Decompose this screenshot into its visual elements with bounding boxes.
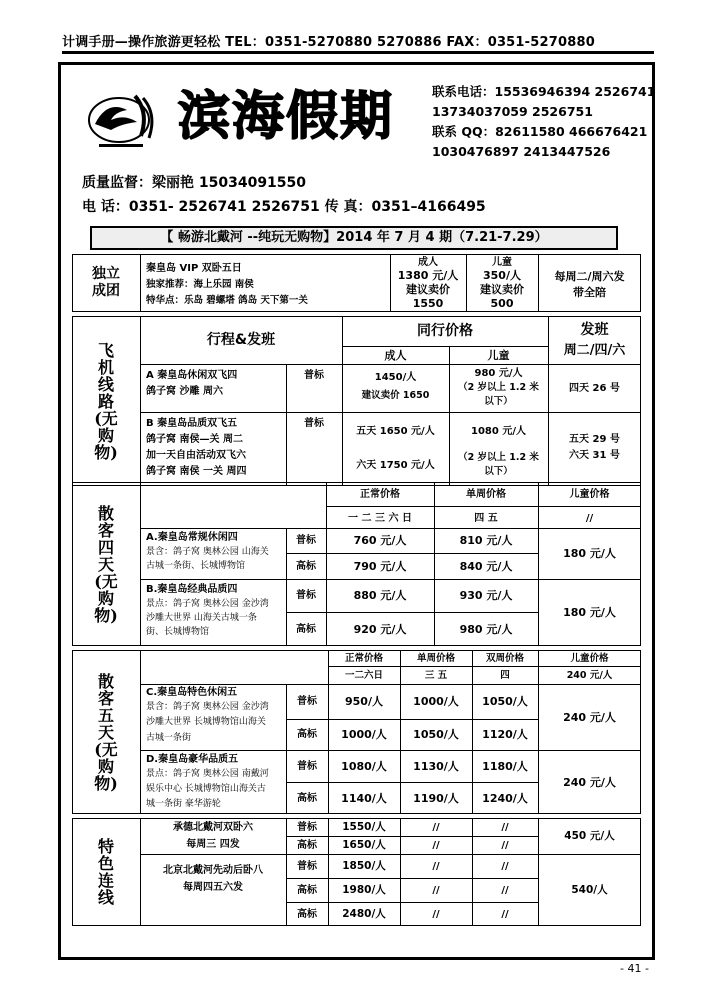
- independent-section-label: 独立 成团: [92, 266, 120, 299]
- five-d-sub: 城一条街 豪华游轮: [146, 799, 221, 809]
- five-d-normal-std: 1080/人: [341, 759, 387, 773]
- five-single-days: 三 五: [424, 670, 448, 681]
- four-child-header: 儿童价格: [569, 488, 610, 500]
- four-b-child: 180 元/人: [563, 606, 616, 619]
- flight-a-standard: 普标: [304, 369, 324, 381]
- special-r2-single: //: [432, 860, 440, 872]
- special-r1-high-double: //: [501, 839, 509, 851]
- four-a-child: 180 元/人: [563, 547, 616, 560]
- flight-route-header: 行程&发班: [206, 331, 276, 348]
- flight-b-child-note: （2 岁以上 1.2 米: [458, 451, 539, 463]
- flight-a-child-note2: 以下）: [484, 395, 513, 407]
- four-a-single-std: 810 元/人: [459, 534, 513, 547]
- special-r1-single: //: [432, 821, 440, 833]
- special-r2-high2-single: //: [432, 908, 440, 920]
- five-c-high: 高标: [297, 729, 317, 740]
- phone-fax: 电 话：0351- 2526741 2526751 传 真：0351–4166495: [82, 199, 486, 215]
- five-c-normal-std: 950/人: [345, 695, 383, 708]
- flight-b-depart-6: 六天 31 号: [569, 449, 620, 461]
- special-r2-high-single: //: [432, 884, 440, 896]
- four-b-sub: 街、长城博物馆: [146, 627, 210, 637]
- special-r1-high: 高标: [297, 839, 317, 851]
- five-d-standard: 普标: [297, 760, 317, 772]
- special-r2-high2: 高标: [297, 908, 317, 920]
- contact-line: 13734037059 2526751: [432, 104, 593, 119]
- five-d-title: D.秦皇岛豪华品质五: [146, 754, 239, 765]
- five-day-section-label: 散 客 五 天 (无 购 物): [94, 671, 118, 793]
- special-r1-price: 1550/人: [342, 820, 386, 833]
- divider: [140, 412, 641, 413]
- flight-depart-days: 周二/四/六: [563, 342, 626, 358]
- four-b-single-high: 980 元/人: [459, 622, 513, 636]
- contact-block: [432, 82, 655, 162]
- adult-label: 成人: [418, 256, 438, 268]
- four-a-title: A.秦皇岛常规休闲四: [146, 532, 238, 543]
- divider: [326, 506, 641, 507]
- flight-b-line: 加一天自由活动双飞六: [146, 449, 246, 461]
- four-b-title: B.秦皇岛经典品质四: [146, 584, 238, 595]
- flight-a-child: 980 元/人: [474, 367, 523, 379]
- special-section-label: 特 色 连 线: [97, 837, 114, 907]
- special-r1-title: 承德北戴河双卧六: [173, 822, 253, 833]
- five-c-single-std: 1000/人: [413, 695, 459, 708]
- five-c-title: C.秦皇岛特色休闲五: [146, 687, 238, 698]
- flight-b-child: 1080 元/人: [471, 425, 526, 437]
- five-c-sub: 景含：鸽子窝 奥林公园 金沙湾: [146, 702, 269, 712]
- independent-exclusive: 独家推荐：海上乐园 南侯: [146, 279, 254, 290]
- flight-b-child-note2: 以下）: [484, 465, 513, 477]
- five-d-single-std: 1130/人: [413, 759, 459, 773]
- five-normal-header: 正常价格: [344, 652, 383, 664]
- special-r2-high: 高标: [297, 884, 317, 896]
- child-suggest-price: 500: [490, 297, 514, 310]
- five-d-sub: 娱乐中心 长城博物馆山海关古: [146, 784, 266, 794]
- five-c-normal-high: 1000/人: [341, 728, 387, 741]
- child-price: 350/人: [483, 269, 521, 282]
- four-normal-header: 正常价格: [360, 488, 400, 500]
- page-number: - 41 -: [620, 962, 649, 975]
- special-r2-high2-price: 2480/人: [342, 907, 386, 920]
- five-child-days: 240 元/人: [566, 670, 613, 681]
- five-d-normal-high: 1140/人: [341, 791, 387, 805]
- five-double-days: 四: [500, 670, 510, 681]
- special-r1-high-single: //: [432, 839, 440, 851]
- five-double-header: 双周价格: [485, 652, 524, 664]
- four-a-normal-high: 790 元/人: [353, 559, 407, 573]
- flight-b-depart-5: 五天 29 号: [569, 433, 620, 445]
- four-day-section-label: 散 客 四 天 (无 购 物): [94, 503, 118, 625]
- four-a-sub: 古城一条街、长城博物馆: [146, 561, 246, 571]
- flight-b-adult-5: 五天 1650 元/人: [356, 425, 435, 437]
- four-a-sub: 景含：鸽子窝 奥林公园 山海关: [146, 547, 269, 557]
- special-r2-sub: 每周四五六发: [183, 882, 243, 893]
- five-d-sub: 景点：鸽子窝 奥林公园 南戴河: [146, 769, 269, 779]
- flight-adult-header: 成人: [384, 348, 407, 362]
- five-c-child: 240 元/人: [563, 710, 616, 724]
- flight-b-adult-6: 六天 1750 元/人: [356, 459, 435, 471]
- flight-a-title: A 秦皇岛休闲双飞四: [146, 369, 238, 381]
- four-single-days: 四 五: [474, 512, 498, 524]
- adult-suggest-price: 1550: [412, 297, 444, 310]
- divider: [140, 650, 141, 814]
- special-r1-double: //: [501, 821, 509, 833]
- price-table: [72, 254, 641, 928]
- brand-title: 滨海假期: [178, 86, 395, 147]
- contact-line: 1030476897 2413447526: [432, 144, 611, 159]
- four-a-high: 高标: [296, 560, 316, 572]
- contact-line: 联系 QQ：82611580 466676421: [432, 124, 648, 139]
- five-c-double-high: 1120/人: [482, 728, 528, 741]
- four-single-header: 单周价格: [466, 488, 506, 500]
- adult-price: 1380 元/人: [397, 269, 459, 282]
- adult-suggest-label: 建议卖价: [406, 283, 450, 296]
- four-child-days: //: [585, 512, 594, 524]
- special-r2-child: 540/人: [571, 883, 608, 896]
- four-a-normal-std: 760 元/人: [353, 534, 407, 547]
- five-child-header: 儿童价格: [570, 652, 609, 664]
- flight-b-standard: 普标: [304, 417, 324, 429]
- special-r2-title: 北京北戴河先动后卧八: [163, 865, 263, 876]
- independent-departure: 每周二/周六发: [554, 269, 625, 283]
- four-b-high: 高标: [296, 623, 316, 635]
- four-b-normal-std: 880 元/人: [353, 589, 407, 602]
- special-r2-std: 普标: [297, 860, 317, 872]
- four-b-standard: 普标: [296, 590, 316, 601]
- flight-b-line: 鸽子窝 南侯 一关 周四: [146, 465, 247, 477]
- five-c-sub: 古城一条街: [146, 733, 192, 743]
- independent-departure-escort: 带全陪: [573, 285, 606, 299]
- tour-title: 【 畅游北戴河 --纯玩无购物】2014 年 7 月 4 期（7.21-7.29）: [90, 226, 618, 250]
- four-b-normal-high: 920 元/人: [353, 622, 407, 636]
- five-d-single-high: 1190/人: [413, 791, 459, 805]
- five-c-single-high: 1050/人: [413, 728, 459, 741]
- flight-b-line: 鸽子窝 南侯—关 周二: [146, 433, 243, 445]
- flight-a-adult: 1450/人: [374, 371, 417, 383]
- child-label: 儿童: [492, 256, 512, 268]
- special-r1-high-price: 1650/人: [342, 838, 386, 851]
- five-d-double-std: 1180/人: [482, 759, 528, 773]
- company-logo-icon: [85, 90, 163, 152]
- special-r2-high2-double: //: [501, 908, 509, 920]
- special-r2-price: 1850/人: [342, 859, 386, 872]
- four-a-standard: 普标: [296, 535, 316, 546]
- flight-child-header: 儿童: [487, 348, 510, 362]
- header-bar: 计调手册—操作旅游更轻松 TEL：0351-5270880 5270886 FAX：0351-5270880: [62, 34, 654, 54]
- flight-price-header: 同行价格: [417, 322, 473, 339]
- five-normal-days: 一二六日: [344, 670, 383, 681]
- divider: [328, 666, 641, 667]
- flight-section-label: 飞 机 线 路 (无 购 物): [94, 340, 118, 462]
- contact-line: 联系电话：15536946394 2526741: [432, 84, 656, 99]
- five-d-high: 高标: [297, 792, 317, 804]
- special-r1-std: 普标: [297, 821, 317, 833]
- special-r1-child: 450 元/人: [564, 829, 615, 842]
- special-r2-high-double: //: [501, 884, 509, 896]
- divider: [140, 254, 141, 312]
- special-r2-double: //: [501, 860, 509, 872]
- flight-a-adult-suggest: 建议卖价 1650: [361, 389, 430, 401]
- independent-route: 秦皇岛 VIP 双卧五日: [146, 263, 242, 274]
- flight-depart-header: 发班: [580, 321, 609, 338]
- four-b-sub: 沙雕大世界 山海关古城一条: [146, 613, 257, 623]
- five-c-sub: 沙雕大世界 长城博物馆山海关: [146, 717, 266, 727]
- four-a-single-high: 840 元/人: [459, 559, 513, 573]
- five-d-double-high: 1240/人: [482, 791, 528, 805]
- flight-b-line: B 秦皇岛品质双飞五: [146, 417, 238, 429]
- five-c-double-std: 1050/人: [482, 695, 528, 708]
- independent-highlights: 特华点：乐岛 碧螺塔 鸽岛 天下第一关: [146, 295, 308, 306]
- flight-a-child-note: （2 岁以上 1.2 米: [458, 381, 539, 393]
- five-d-child: 240 元/人: [563, 775, 616, 789]
- five-single-header: 单周价格: [416, 652, 455, 664]
- flight-a-departure: 四天 26 号: [569, 382, 620, 394]
- flight-a-sub: 鸽子窝 沙雕 周六: [146, 385, 223, 397]
- child-suggest-label: 建议卖价: [480, 283, 524, 296]
- four-b-single-std: 930 元/人: [459, 589, 513, 602]
- special-r1-sub: 每周三 四发: [186, 839, 240, 850]
- quality-supervisor: 质量监督：梁丽艳 15034091550: [82, 175, 307, 191]
- divider: [140, 482, 141, 646]
- special-r2-high-price: 1980/人: [342, 883, 386, 896]
- four-b-sub: 景点：鸽子窝 奥林公园 金沙湾: [146, 599, 269, 609]
- four-normal-days: 一 二 三 六 日: [348, 512, 412, 524]
- five-c-standard: 普标: [297, 696, 317, 707]
